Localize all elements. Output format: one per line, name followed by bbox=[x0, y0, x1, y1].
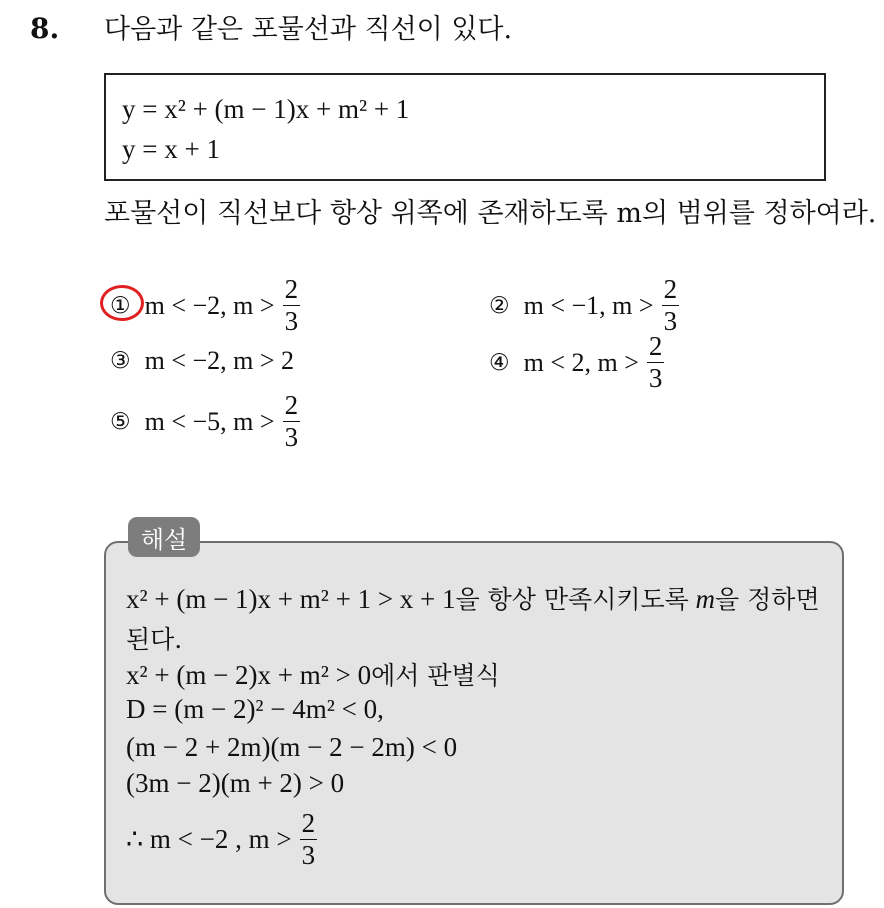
solution-variable: m bbox=[695, 584, 716, 614]
fraction bbox=[662, 276, 680, 335]
choice-4[interactable] bbox=[489, 333, 664, 392]
solution-text: 을 항상 만족시키도록 bbox=[455, 585, 689, 614]
solution-inequality: x² + (m − 1)x + m² + 1 > x + 1 bbox=[126, 584, 456, 614]
fraction-denominator: 3 bbox=[301, 840, 316, 870]
solution-text: 에서 판별식 bbox=[371, 661, 500, 690]
choice-5[interactable] bbox=[110, 392, 300, 451]
fraction-numerator: 2 bbox=[284, 274, 299, 304]
fraction-denominator: 3 bbox=[284, 422, 299, 452]
solution-line-3 bbox=[126, 656, 500, 692]
choice-3[interactable] bbox=[110, 346, 294, 376]
solution-line-7 bbox=[126, 810, 317, 869]
line-equation: y = x + 1 bbox=[122, 134, 220, 164]
solution-line-2: 된다. bbox=[126, 625, 183, 654]
question-number: 8. bbox=[30, 12, 60, 45]
fraction-numerator: 2 bbox=[284, 390, 299, 420]
choice-text: m < −2, m > bbox=[144, 290, 275, 320]
solution-line-6: (3m − 2)(m + 2) > 0 bbox=[126, 768, 345, 798]
choice-text: m < −1, m > bbox=[523, 290, 654, 320]
solution-line-4: D = (m − 2)² − 4m² < 0, bbox=[126, 694, 384, 724]
choice-text: m < 2, m > bbox=[523, 347, 639, 377]
fraction bbox=[647, 333, 665, 392]
question-prompt: 다음과 같은 포물선과 직선이 있다. bbox=[104, 14, 513, 45]
solution-label: 해설 bbox=[128, 517, 200, 557]
solution-inequality: x² + (m − 2)x + m² > 0 bbox=[126, 660, 372, 690]
solution-conclusion: ∴ m < −2 , m > bbox=[126, 824, 292, 854]
fraction bbox=[283, 392, 301, 451]
choice-1[interactable] bbox=[110, 276, 300, 335]
fraction-denominator: 3 bbox=[663, 306, 678, 336]
fraction bbox=[283, 276, 301, 335]
fraction bbox=[300, 810, 318, 869]
parabola-equation: y = x² + (m − 1)x + m² + 1 bbox=[122, 94, 410, 124]
choice-marker: ④ bbox=[489, 349, 510, 376]
choice-2[interactable] bbox=[489, 276, 679, 335]
solution-line-5: (m − 2 + 2m)(m − 2 − 2m) < 0 bbox=[126, 732, 458, 762]
fraction-denominator: 3 bbox=[284, 306, 299, 336]
fraction-denominator: 3 bbox=[648, 363, 663, 393]
choice-marker: ③ bbox=[110, 348, 131, 374]
choice-text: m < −5, m > bbox=[144, 406, 275, 436]
choice-text: m < −2, m > 2 bbox=[144, 346, 295, 375]
question-instruction: 포물선이 직선보다 항상 위쪽에 존재하도록 m의 범위를 정하여라. bbox=[104, 198, 877, 229]
fraction-numerator: 2 bbox=[648, 331, 663, 361]
solution-text-tail: 을 정하면 bbox=[715, 585, 820, 614]
choice-marker: ⑤ bbox=[110, 408, 131, 435]
fraction-numerator: 2 bbox=[301, 808, 316, 838]
fraction-numerator: 2 bbox=[663, 274, 678, 304]
solution-line-1 bbox=[126, 580, 820, 616]
choice-marker: ② bbox=[489, 292, 510, 319]
choice-marker: ① bbox=[110, 292, 131, 319]
